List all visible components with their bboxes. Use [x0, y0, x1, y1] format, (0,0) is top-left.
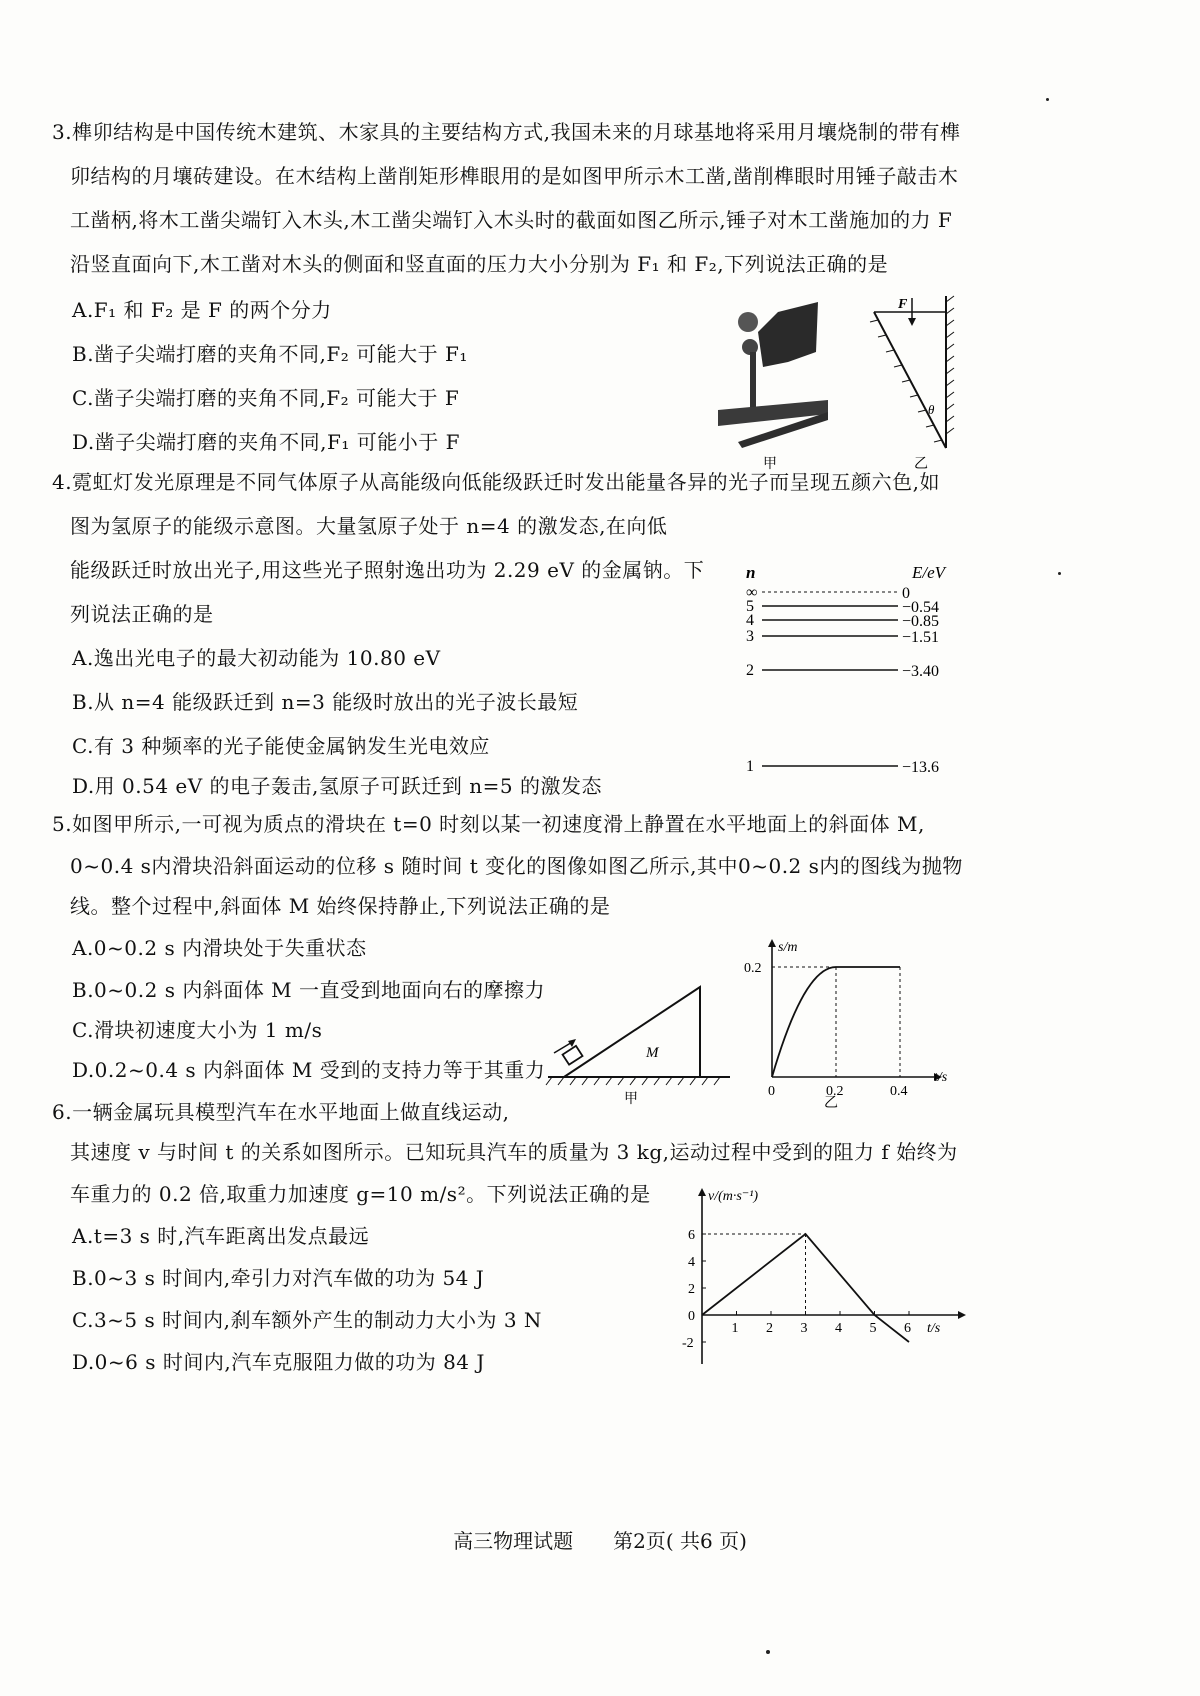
- q3-option-a: A.F₁ 和 F₂ 是 F 的两个分力: [72, 298, 332, 322]
- energy-level-n: ∞: [746, 584, 758, 601]
- q4-stem-line-1: 4.霓虹灯发光原理是不同气体原子从高能级向低能级跃迁时发出能量各异的光子而呈现五颜六色,如: [52, 470, 940, 494]
- page-footer: 高三物理试题 第2页( 共6 页): [453, 1529, 747, 1553]
- q6-stem-line-2: 其速度 v 与时间 t 的关系如图所示。已知玩具汽车的质量为 3 kg,运动过程中受到的阻力 f 始终为: [70, 1140, 958, 1164]
- q6-xlabel: t/s: [927, 1321, 941, 1336]
- q4-option-b: B.从 n=4 能级跃迁到 n=3 能级时放出的光子波长最短: [72, 690, 579, 714]
- q6-y-tick-label: -2: [682, 1336, 694, 1351]
- q5-option-b: B.0~0.2 s 内斜面体 M 一直受到地面向右的摩擦力: [72, 978, 546, 1002]
- energy-level-value: −0.85: [902, 613, 940, 630]
- q6-x-tick-label: 1: [731, 1321, 739, 1336]
- q3-option-b: B.凿子尖端打磨的夹角不同,F₂ 可能大于 F₁: [72, 342, 468, 366]
- q6-ylabel: v/(m·s⁻¹): [708, 1189, 759, 1204]
- q6-x-tick-label: 3: [800, 1321, 808, 1336]
- q5-x-tick-label: 0: [768, 1084, 775, 1099]
- q5-ylabel: s/m: [778, 940, 798, 955]
- q6-y-tick-label: 4: [688, 1255, 695, 1270]
- q6-x-tick-label: 4: [835, 1321, 842, 1336]
- q6-option-d: D.0~6 s 时间内,汽车克服阻力做的功为 84 J: [72, 1350, 485, 1374]
- q6-x-tick-label: 5: [869, 1321, 877, 1336]
- q4-option-c: C.有 3 种频率的光子能使金属钠发生光电效应: [72, 734, 490, 758]
- q5-st-chart: [740, 935, 960, 1110]
- q4-stem-line-2: 图为氢原子的能级示意图。大量氢原子处于 n=4 的激发态,在向低: [70, 514, 668, 538]
- q5-figure-jia: [540, 975, 740, 1105]
- q6-stem-line-1: 6.一辆金属玩具模型汽车在水平地面上做直线运动,: [52, 1100, 510, 1124]
- q6-option-c: C.3~5 s 时间内,刹车额外产生的制动力大小为 3 N: [72, 1308, 542, 1332]
- q6-y-tick-label: 0: [688, 1309, 695, 1324]
- energy-e-header: E/eV: [912, 563, 946, 582]
- q6-option-a: A.t=3 s 时,汽车距离出发点最远: [72, 1224, 370, 1248]
- energy-level-value: −3.40: [902, 663, 940, 680]
- q6-y-tick-label: 2: [688, 1282, 695, 1297]
- q5-option-a: A.0~0.2 s 内滑块处于失重状态: [72, 936, 367, 960]
- q5-x-tick-label: 0.4: [890, 1084, 908, 1099]
- q5-stem-line-3: 线。整个过程中,斜面体 M 始终保持静止,下列说法正确的是: [70, 894, 611, 918]
- q5-mass-label: M: [646, 1045, 659, 1061]
- q4-stem-line-3: 能级跃迁时放出光子,用这些光子照射逸出功为 2.29 eV 的金属钠。下: [70, 558, 705, 582]
- q4-stem-line-4: 列说法正确的是: [70, 602, 214, 626]
- q5-stem-line-1: 5.如图甲所示,一可视为质点的滑块在 t=0 时刻以某一初速度滑上静置在水平地面上的斜面体 M,: [52, 812, 925, 836]
- energy-level-n: 2: [746, 662, 754, 679]
- q5-stem-line-2: 0~0.4 s内滑块沿斜面运动的位移 s 随时间 t 变化的图像如图乙所示,其中0~0.2 s内的图线为抛物: [70, 854, 963, 878]
- q6-y-tick-label: 6: [688, 1228, 695, 1243]
- energy-level-value: −0.54: [902, 599, 940, 616]
- q4-energy-level-diagram: [740, 560, 970, 780]
- q3-angle-label: θ: [928, 402, 935, 417]
- q5-fig-yi-label: 乙: [824, 1096, 838, 1110]
- energy-level-value: −13.6: [902, 759, 940, 776]
- energy-level-value: 0: [902, 585, 910, 602]
- q4-option-d: D.用 0.54 eV 的电子轰击,氢原子可跃迁到 n=5 的激发态: [72, 774, 602, 798]
- q3-force-label: F: [898, 297, 908, 312]
- q3-figure-jia: [718, 292, 828, 472]
- scan-speck: [766, 1650, 770, 1654]
- scan-speck: [1058, 572, 1061, 575]
- energy-n-header: n: [746, 563, 756, 582]
- q6-option-b: B.0~3 s 时间内,牵引力对汽车做的功为 54 J: [72, 1266, 485, 1290]
- q5-fig-jia-label: 甲: [624, 1092, 638, 1105]
- q3-fig-jia-label: 甲: [763, 457, 777, 472]
- q5-option-d: D.0.2~0.4 s 内斜面体 M 受到的支持力等于其重力: [72, 1058, 546, 1082]
- q5-option-c: C.滑块初速度大小为 1 m/s: [72, 1018, 323, 1042]
- q3-stem-line-4: 沿竖直面向下,木工凿对木头的侧面和竖直面的压力大小分别为 F₁ 和 F₂,下列说法正确的是: [70, 252, 889, 276]
- q3-fig-yi-label: 乙: [914, 457, 928, 472]
- q4-option-a: A.逸出光电子的最大初动能为 10.80 eV: [72, 646, 441, 670]
- q6-x-tick-label: 6: [904, 1321, 911, 1336]
- q6-x-tick-label: 2: [766, 1321, 773, 1336]
- q3-stem-line-1: 3.榫卯结构是中国传统木建筑、木家具的主要结构方式,我国未来的月球基地将采用月壤烧制的带有榫: [52, 120, 961, 144]
- q3-option-c: C.凿子尖端打磨的夹角不同,F₂ 可能大于 F: [72, 386, 460, 410]
- q3-stem-line-2: 卯结构的月壤砖建设。在木结构上凿削矩形榫眼用的是如图甲所示木工凿,凿削榫眼时用锤子敲击木: [70, 164, 959, 188]
- q5-x-tick-label: 0.2: [826, 1084, 844, 1099]
- scan-speck: [1046, 98, 1049, 101]
- q3-option-d: D.凿子尖端打磨的夹角不同,F₁ 可能小于 F: [72, 430, 461, 454]
- q6-stem-line-3: 车重力的 0.2 倍,取重力加速度 g=10 m/s²。下列说法正确的是: [70, 1182, 651, 1206]
- q3-figure-yi: [862, 292, 962, 472]
- energy-level-value: −1.51: [902, 629, 940, 646]
- q3-stem-line-3: 工凿柄,将木工凿尖端钉入木头,木工凿尖端钉入木头时的截面如图乙所示,锤子对木工凿施加的力 F: [70, 208, 953, 232]
- energy-level-n: 3: [746, 628, 754, 645]
- energy-level-n: 1: [746, 758, 754, 775]
- q5-xlabel: t/s: [934, 1070, 948, 1085]
- energy-level-n: 5: [746, 598, 754, 615]
- energy-level-n: 4: [746, 612, 754, 629]
- q6-vt-chart: [670, 1182, 970, 1372]
- q5-y-tick-label: 0.2: [744, 961, 762, 976]
